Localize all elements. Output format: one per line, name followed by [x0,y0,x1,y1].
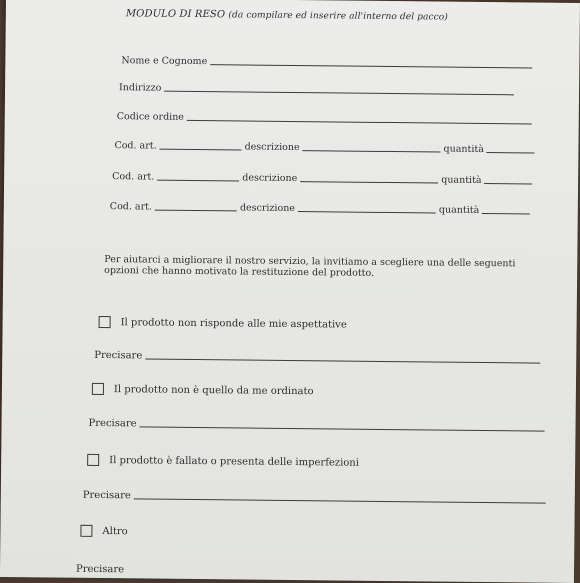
item-qty-label: quantità [438,204,480,216]
item-code-label: Cod. art. [112,171,155,183]
item-qty-label: quantità [443,143,484,156]
specify-field[interactable] [83,490,549,506]
form-title-note: (da compilare ed inserire all'interno del pacco) [228,10,448,23]
option-expectations[interactable] [99,316,347,331]
item-desc-line[interactable] [303,149,441,152]
item-code-label: Cod. art. [109,201,153,213]
order-code-label: Codice ordine [116,111,185,123]
name-label: Nome e Cognome [121,55,208,68]
option-label: Altro [102,525,128,537]
option-defective[interactable] [87,454,359,469]
order-code-line[interactable] [187,119,532,125]
specify-label: Precisare [94,349,143,362]
form-title-text: MODULO DI RESO [125,8,226,21]
option-label: Il prodotto è fallato o presenta delle imperfezioni [109,454,360,469]
item-qty-line[interactable] [485,182,533,185]
item-code-line[interactable] [155,209,237,212]
specify-label: Precisare [75,563,125,576]
item-row[interactable] [112,171,536,186]
item-code-line[interactable] [157,179,239,182]
option-label: Il prodotto non è quello da me ordinato [113,383,314,397]
item-qty-label: quantità [441,174,482,186]
name-field[interactable] [121,55,535,70]
option-other[interactable] [80,525,127,537]
checkbox[interactable] [99,316,111,328]
address-line[interactable] [164,90,514,96]
item-desc-line[interactable] [298,210,436,213]
item-desc-label: descrizione [244,141,300,154]
checkbox[interactable] [92,383,104,395]
specify-label: Precisare [88,417,137,430]
order-code-field[interactable] [117,111,535,126]
specify-line[interactable] [140,425,545,431]
item-desc-line[interactable] [300,180,438,183]
specify-field[interactable] [94,350,543,366]
item-code-line[interactable] [160,148,242,151]
specify-line[interactable] [145,357,540,363]
checkbox[interactable] [87,454,99,466]
form-title [126,8,448,22]
item-desc-label: descrizione [242,172,298,185]
address-field[interactable] [119,82,517,97]
specify-field[interactable] [88,418,547,434]
name-line[interactable] [210,63,532,68]
item-qty-line[interactable] [487,151,535,154]
intro-text: Per aiutarci a migliorare il nostro servizio, la invitiamo a scegliere una delle seguenti opzioni che hanno motivato la restituzione del prodotto. [104,254,516,279]
item-row[interactable] [114,140,538,155]
item-desc-label: descrizione [239,202,296,215]
option-label: Il prodotto non risponde alle mie aspettative [120,316,347,331]
item-qty-line[interactable] [482,212,530,215]
specify-field[interactable] [76,564,124,576]
item-row[interactable] [110,201,534,216]
specify-label: Precisare [82,489,131,502]
address-label: Indirizzo [119,82,162,94]
checkbox[interactable] [80,525,92,537]
option-wrong-product[interactable] [92,383,314,397]
specify-line[interactable] [134,497,546,503]
item-code-label: Cod. art. [114,140,157,152]
